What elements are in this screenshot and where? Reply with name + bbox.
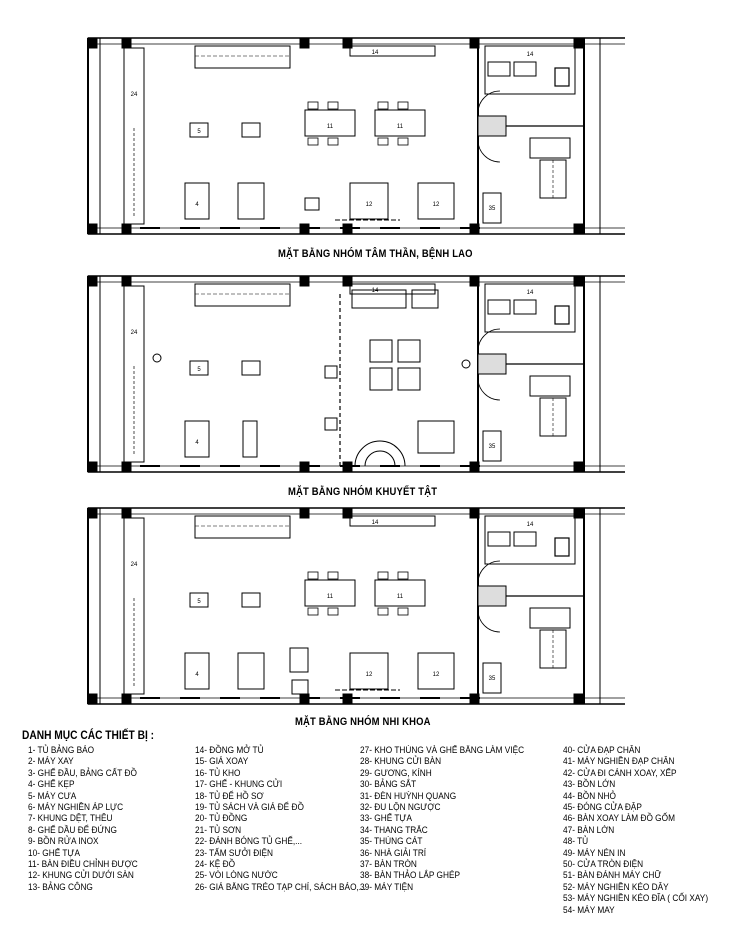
platform-step <box>412 290 438 308</box>
machine <box>242 123 260 137</box>
chair <box>328 102 338 109</box>
chair <box>398 102 408 109</box>
legend-item: 9- BỒN RỬA INOX <box>28 836 99 847</box>
floor-drain <box>153 354 161 362</box>
floor-plan-pediatrics <box>88 508 625 704</box>
legend-column-1 <box>28 745 178 893</box>
door-swing-arc <box>478 140 500 162</box>
round-table-inner-arc <box>365 451 395 466</box>
legend-item: 26- GIÁ BẰNG TRÉO TẠP CHÍ, SÁCH BÁO,... <box>195 881 366 892</box>
legend-item: 52- MÁY NGHIỀN KÉO DÂY <box>563 881 669 892</box>
work-table-large <box>375 110 425 136</box>
door-block <box>478 586 506 606</box>
cabinet-label: 14 <box>371 520 379 526</box>
bench-label: 35 <box>488 206 496 212</box>
loom-label: 4 <box>195 202 199 208</box>
work-table-large <box>305 580 355 606</box>
machine <box>242 593 260 607</box>
legend-item: 41- MÁY NGHIỀN ĐẠP CHÂN <box>563 756 675 767</box>
legend-item: 40- CỬA ĐẠP CHÂN <box>563 745 641 755</box>
legend-column-4 <box>563 745 743 916</box>
loom-bench <box>238 183 264 219</box>
office-desk <box>530 138 570 158</box>
loom-frame-label: 12 <box>432 202 440 208</box>
legend-item: 28- KHUNG CỬI BÀN <box>360 756 442 767</box>
chair <box>378 608 388 615</box>
bench-label: 35 <box>488 444 496 450</box>
loom-frame <box>350 653 388 689</box>
top-counter <box>195 284 290 306</box>
door-swing-arc <box>478 610 500 632</box>
legend-item: 32- ĐU LỘN NGƯỢC <box>360 802 441 813</box>
legend-item: 44- BỒN NHỎ <box>563 790 616 801</box>
legend-item: 15- GIÁ XOAY <box>195 756 249 767</box>
work-table-large <box>305 110 355 136</box>
store-box <box>488 532 510 546</box>
structural-column <box>574 224 583 234</box>
cabinet-label: 14 <box>371 50 379 56</box>
chair <box>308 608 318 615</box>
loom-frame-label: 12 <box>432 672 440 678</box>
store-box <box>488 62 510 76</box>
sink-fixture <box>555 306 569 324</box>
chair <box>328 138 338 145</box>
structural-column <box>88 694 97 704</box>
top-cabinet <box>350 284 435 294</box>
legend-item: 35- THÙNG CÁT <box>360 836 423 847</box>
table-unit <box>370 368 392 390</box>
top-counter <box>195 516 290 538</box>
legend-item: 42- CỬA ĐI CÁNH XOAY, XẾP <box>563 767 677 778</box>
table-unit <box>398 340 420 362</box>
shelf-label: 24 <box>130 562 138 568</box>
chair <box>398 138 408 145</box>
top-counter <box>195 46 290 68</box>
chair <box>308 138 318 145</box>
work-table-large <box>375 580 425 606</box>
legend-item: 48- TỦ <box>563 836 589 847</box>
shelf-label: 24 <box>130 330 138 336</box>
legend-item: 54- MÁY MAY <box>563 904 615 915</box>
door-block <box>478 116 506 136</box>
legend-item: 38- BÀN THẢO LẮP GHÉP <box>360 870 461 881</box>
stool <box>325 418 337 430</box>
chair <box>398 572 408 579</box>
office-desk <box>530 608 570 628</box>
legend-item: 46- BÀN XOAY LÀM ĐỒ GỐM <box>563 813 675 824</box>
top-cabinet <box>350 516 435 526</box>
loom-frame <box>418 653 454 689</box>
narrow-bench <box>243 421 257 457</box>
floor-plan-psychiatric-tuberculosis <box>88 38 625 234</box>
loom-frame-label: 12 <box>365 202 373 208</box>
structural-column <box>470 508 479 518</box>
loom-bench <box>185 653 209 689</box>
sink-fixture <box>555 68 569 86</box>
loom-label: 4 <box>195 672 199 678</box>
legend-item: 25- VÒI LÒNG NƯỚC <box>195 870 278 881</box>
table-unit <box>398 368 420 390</box>
plan-title-disability: MẶT BẰNG NHÓM KHUYẾT TẬT <box>288 486 438 498</box>
top-cabinet <box>350 46 435 56</box>
legend-item: 24- KỆ ĐỒ <box>195 859 236 870</box>
table-label: 11 <box>326 124 334 130</box>
structural-column <box>88 38 97 48</box>
store-room-label: 14 <box>526 52 534 58</box>
small-box <box>292 680 308 694</box>
structural-column <box>574 462 583 472</box>
legend-item: 36- NHÀ GIẢI TRÍ <box>360 847 427 858</box>
raised-platform <box>352 290 406 308</box>
structural-column <box>470 276 479 286</box>
round-table-arc <box>355 441 405 466</box>
legend-item: 34- THANG TRẮC <box>360 824 428 835</box>
legend-item: 20- TỦ ĐỒNG <box>195 813 248 824</box>
structural-column <box>300 38 309 48</box>
legend-item: 2- MÁY XAY <box>28 756 74 767</box>
structural-column <box>122 462 131 472</box>
loom-bench <box>185 421 209 457</box>
store-box <box>514 532 536 546</box>
legend-item: 43- BỒN LỚN <box>563 779 616 790</box>
machine <box>242 361 260 375</box>
legend-item: 50- CỬA TRÒN ĐIỆN <box>563 859 644 870</box>
store-room-label: 14 <box>526 290 534 296</box>
floor-drain <box>462 360 470 368</box>
loom-bench <box>185 183 209 219</box>
shelf-label: 24 <box>130 92 138 98</box>
machine-label: 5 <box>197 367 201 373</box>
floor-plan-disability <box>88 276 625 472</box>
legend-item: 17- GHẾ - KHUNG CỬI <box>195 779 283 790</box>
legend-item: 8- GHẾ DẦU ĐỂ ĐỨNG <box>28 824 117 835</box>
store-box <box>514 300 536 314</box>
structural-column <box>122 694 131 704</box>
structural-column <box>88 224 97 234</box>
structural-column <box>300 276 309 286</box>
legend-item: 7- KHUNG DỆT, THÊU <box>28 813 113 824</box>
legend-item: 22- ĐÁNH BÓNG TỦ GHẾ,... <box>195 836 303 847</box>
loom-frame <box>418 183 454 219</box>
legend-item: 49- MÁY NÉN IN <box>563 847 626 858</box>
work-table <box>418 421 454 453</box>
table-label: 11 <box>396 124 404 130</box>
legend-item: 6- MÁY NGHIỀN ÁP LỰC <box>28 802 124 813</box>
sink-fixture <box>555 538 569 556</box>
table-label: 11 <box>396 594 404 600</box>
legend-item: 5- MÁY CƯA <box>28 790 77 801</box>
door-swing-arc <box>478 378 500 400</box>
plan-title-pediatrics: MẶT BẰNG NHÓM NHI KHOA <box>295 716 431 728</box>
legend-item: 30- BẢNG SẮT <box>360 779 417 790</box>
chair <box>328 608 338 615</box>
store-room-label: 14 <box>526 522 534 528</box>
stool <box>325 366 337 378</box>
legend-item: 19- TỦ SÁCH VÀ GIÁ ĐỂ ĐỒ <box>195 802 304 813</box>
chair <box>378 572 388 579</box>
structural-column <box>122 508 131 518</box>
play-stand <box>290 648 308 672</box>
chair <box>328 572 338 579</box>
loom-frame <box>350 183 388 219</box>
legend-item: 4- GHẾ KẸP <box>28 779 75 790</box>
plan-title-psychiatric-tuberculosis: MẶT BẰNG NHÓM TÂM THẦN, BỆNH LAO <box>278 248 473 260</box>
legend-item: 45- ĐÓNG CỬA ĐẬP <box>563 802 642 813</box>
legend-item: 13- BẢNG CÔNG <box>28 881 93 892</box>
legend-item: 33- GHẾ TỰA <box>360 813 413 824</box>
structural-column <box>88 276 97 286</box>
legend-item: 39- MÁY TIỆN <box>360 881 414 892</box>
cabinet-label: 14 <box>371 288 379 294</box>
legend-item: 27- KHO THÙNG VÀ GHẾ BẰNG LÀM VIỆC <box>360 745 525 755</box>
store-box <box>514 62 536 76</box>
structural-column <box>574 694 583 704</box>
legend-item: 10- GHẾ TỰA <box>28 847 81 858</box>
structural-column <box>470 38 479 48</box>
structural-column <box>88 462 97 472</box>
legend-item: 1- TỦ BẢNG BÁO <box>28 745 95 755</box>
structural-column <box>122 276 131 286</box>
legend-column-2 <box>195 745 366 893</box>
legend-item: 12- KHUNG CỬI DƯỚI SÀN <box>28 870 134 881</box>
legend-item: 11- BÀN ĐIỀU CHỈNH ĐƯỢC <box>28 859 138 870</box>
loom-bench <box>238 653 264 689</box>
door-block <box>478 354 506 374</box>
loom-frame-label: 12 <box>365 672 373 678</box>
chair <box>398 608 408 615</box>
legend-item: 53- MÁY NGHIỀN KÉO ĐĨA ( CỐI XAY) <box>563 893 709 904</box>
office-desk <box>530 376 570 396</box>
machine-label: 5 <box>197 129 201 135</box>
chair <box>308 572 318 579</box>
chair <box>378 102 388 109</box>
legend-item: 18- TỦ ĐỂ HỒ SƠ <box>195 790 264 801</box>
legend-item: 3- GHẾ ĐẦU, BẢNG CẤT ĐỒ <box>28 767 137 778</box>
legend-item: 14- ĐỒNG MỞ TỦ <box>195 745 264 755</box>
legend-item: 31- ĐÈN HUỲNH QUANG <box>360 790 457 801</box>
chair <box>378 138 388 145</box>
store-box <box>488 300 510 314</box>
structural-column <box>88 508 97 518</box>
table-unit <box>370 340 392 362</box>
structural-column <box>122 38 131 48</box>
structural-column <box>122 224 131 234</box>
legend-item: 23- TẤM SƯỞI ĐIỆN <box>195 847 273 858</box>
legend-item: 21- TỦ SƠN <box>195 824 242 835</box>
chair <box>308 102 318 109</box>
bench-label: 35 <box>488 676 496 682</box>
legend-item: 51- BÀN ĐÁNH MÁY CHỮ <box>563 870 662 881</box>
equipment-legend-title: DANH MỤC CÁC THIẾT BỊ : <box>22 728 155 742</box>
legend-item: 16- TỦ KHO <box>195 767 241 778</box>
structural-column <box>300 508 309 518</box>
legend-item: 37- BÀN TRÒN <box>360 859 417 870</box>
legend-item: 47- BÀN LỚN <box>563 824 615 835</box>
loom-label: 4 <box>195 440 199 446</box>
small-machine <box>305 198 319 210</box>
machine-label: 5 <box>197 599 201 605</box>
table-label: 11 <box>326 594 334 600</box>
legend-item: 29- GƯƠNG, KÍNH <box>360 767 432 778</box>
legend-column-3 <box>360 745 550 893</box>
